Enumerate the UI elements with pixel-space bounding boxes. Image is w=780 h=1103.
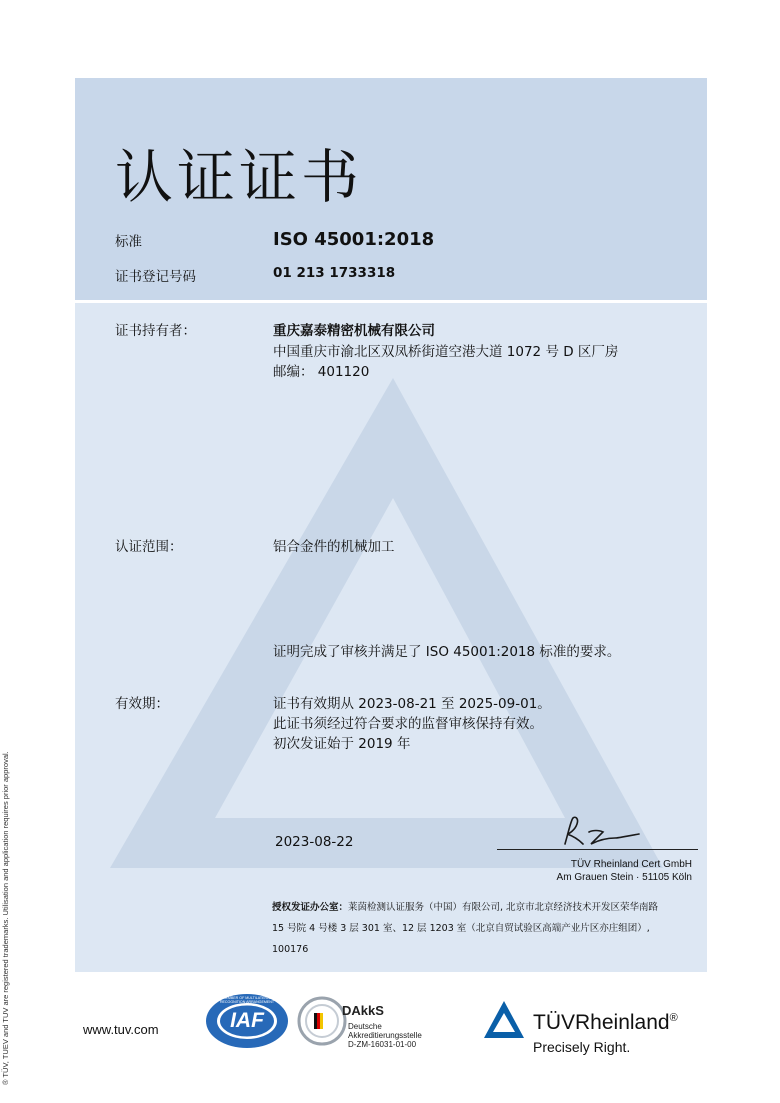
office-line: 15 号院 4 号楼 3 层 301 室、12 层 1203 室（北京自贸试验区高端产业片区亦庄组团）, <box>272 923 650 934</box>
holder-label: 证书持有者： <box>115 323 196 339</box>
office-line: 100176 <box>272 944 309 955</box>
registration-label: 证书登记号码 <box>115 269 196 285</box>
office-label: 授权发证办公室： <box>272 902 349 913</box>
dakks-line: Deutsche <box>348 1022 382 1031</box>
validity-label: 有效期： <box>115 696 169 712</box>
validity-line: 证书有效期从 2023-08-21 至 2025-09-01。 <box>273 696 551 712</box>
tuv-brand-text: TÜVRheinland <box>533 1011 670 1034</box>
dakks-title: DAkkS <box>342 1003 384 1018</box>
holder-postcode: 邮编： 401120 <box>273 364 370 380</box>
website-link[interactable]: www.tuv.com <box>83 1022 159 1037</box>
certificate-title: 认证证书 <box>115 143 364 211</box>
office-line: 莱茵检测认证服务（中国）有限公司, 北京市北京经济技术开发区荣华南路 <box>348 902 659 913</box>
validity-line: 初次发证始于 2019 年 <box>273 736 411 752</box>
registered-mark: ® <box>669 1012 678 1024</box>
issue-date: 2023-08-22 <box>275 834 354 850</box>
dakks-logo <box>296 993 436 1053</box>
issuer-name: TÜV Rheinland Cert GmbH <box>570 859 692 870</box>
trademark-note: ® TÜV, TUEV and TUV are registered trademarks. Utilisation and application requires prior approval. <box>1 751 10 1085</box>
dakks-seal-icon <box>296 995 344 1047</box>
dakks-line: Akkreditierungsstelle <box>348 1031 422 1040</box>
standard-label: 标准 <box>115 234 142 250</box>
tuv-triangle-logo-icon <box>483 1000 525 1040</box>
validity-line: 此证书须经过符合要求的监督审核保持有效。 <box>273 716 543 732</box>
tuv-claim: Precisely Right. <box>533 1039 631 1055</box>
scope-value: 铝合金件的机械加工 <box>273 539 395 555</box>
standard-value: ISO 45001:2018 <box>273 229 435 250</box>
registration-value: 01 213 1733318 <box>273 265 396 281</box>
holder-address: 中国重庆市渝北区双凤桥街道空港大道 1072 号 D 区厂房 <box>273 344 619 360</box>
iaf-text: IAF <box>230 1009 264 1032</box>
compliance-statement: 证明完成了审核并满足了 ISO 45001:2018 标准的要求。 <box>273 644 621 660</box>
authorized-office <box>272 897 658 960</box>
iaf-logo <box>205 993 289 1049</box>
signature-image <box>555 812 645 850</box>
iaf-ring-text: MEMBER OF MULTILATERAL RECOGNITION ARRANGEMENT <box>219 996 275 1004</box>
issuer-address: Am Grauen Stein · 51105 Köln <box>556 872 692 883</box>
tuv-brand-name <box>533 1011 678 1035</box>
signature-line <box>497 849 698 850</box>
scope-label: 认证范围： <box>115 539 183 555</box>
dakks-line: D-ZM-16031-01-00 <box>348 1040 417 1049</box>
holder-name: 重庆嘉泰精密机械有限公司 <box>273 323 435 339</box>
